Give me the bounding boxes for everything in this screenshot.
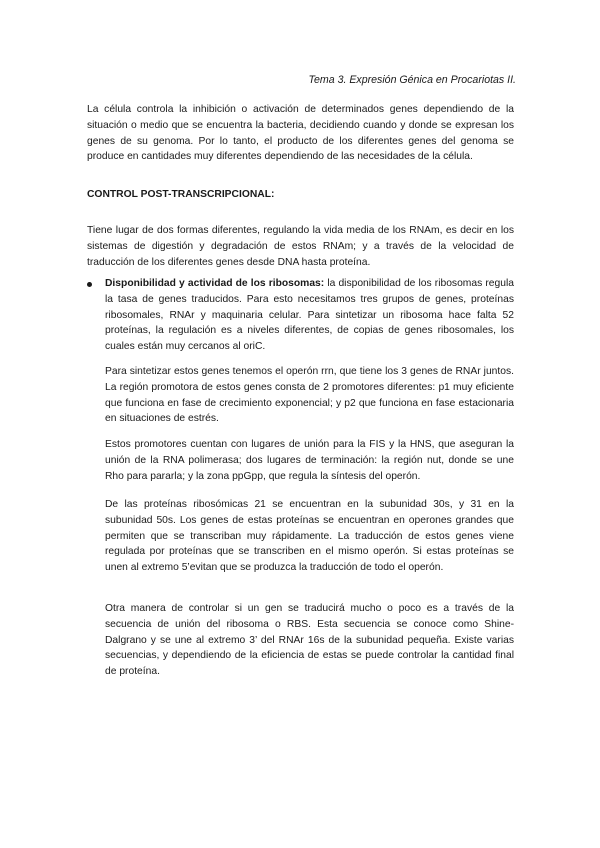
bullet-item-ribosomes xyxy=(105,276,514,355)
page-header-title: Tema 3. Expresión Génica en Procariotas II. xyxy=(308,74,516,86)
section-paragraph: Tiene lugar de dos formas diferentes, regulando la vida media de los RNAm, es decir en los sistemas de digestión y degradación de estos RNAm; y a través de la velocidad de traducción de los diferentes genes desde DNA hasta proteína. xyxy=(87,225,514,268)
subparagraph-promoters: Estos promotores cuentan con lugares de unión para la FIS y la HNS, que aseguran la unión de la RNA polimerasa; dos lugares de terminación: la región nut, donde se une Rho para pararla; y la zona ppGpp, que regula la síntesis del operón. xyxy=(105,439,514,482)
section-heading: CONTROL POST-TRANSCRIPCIONAL: xyxy=(87,189,275,200)
intro-paragraph: La célula controla la inhibición o activación de determinados genes dependiendo de la situación o medio que se encuentra la bacteria, decidiendo cuando y donde se expresan los genes de su genoma. Por lo tanto, el producto de los diferentes genes del genoma se produce en cantidades muy diferentes dependiendo de las necesidades de la célula. xyxy=(87,104,514,163)
subparagraph-ribosomal-proteins: De las proteínas ribosómicas 21 se encuentran en la subunidad 30s, y 31 en la subunidad 50s. Los genes de estas proteínas se encuentran en operones grandes que permiten que se transcriban muy rápidamente. La traducción de estos genes viene regulada por proteínas que se transcriben en el mismo operón. Si estas proteínas se unen al extremo 5’evitan que se produzca la traducción de todo el operón. xyxy=(105,499,514,574)
bullet-dot-icon xyxy=(87,282,92,287)
bullet-title: Disponibilidad y actividad de los ribosomas: xyxy=(105,278,325,289)
subparagraph-operon-rrn: Para sintetizar estos genes tenemos el operón rrn, que tiene los 3 genes de RNAr juntos. La región promotora de estos genes consta de 2 promotores diferentes: p1 muy eficiente que funciona en fase de crecimiento exponencial; y p2 que funciona en fase estacionaria en situaciones de estrés. xyxy=(105,366,514,425)
bullet-text: la disponibilidad de los ribosomas regula la tasa de genes traducidos. Para esto necesitamos tres grupos de genes, proteínas ribosomales, RNAr y maquinaria celular. Para sintetizar un ribosoma hace falta 52 proteínas, la regulación es a niveles diferentes, de copias de genes ribosomales, los cuales están muy cercanos al oriC. xyxy=(105,278,514,353)
subparagraph-rbs: Otra manera de controlar si un gen se traducirá mucho o poco es a través de la secuencia de unión del ribosoma o RBS. Esta secuencia se conoce como Shine-Dalgrano y se une al extremo 3’ del RNAr 16s de la subunidad pequeña. Existe varias secuencias, y dependiendo de la eficiencia de estas se puede controlar la cantidad final de proteína. xyxy=(105,603,514,678)
